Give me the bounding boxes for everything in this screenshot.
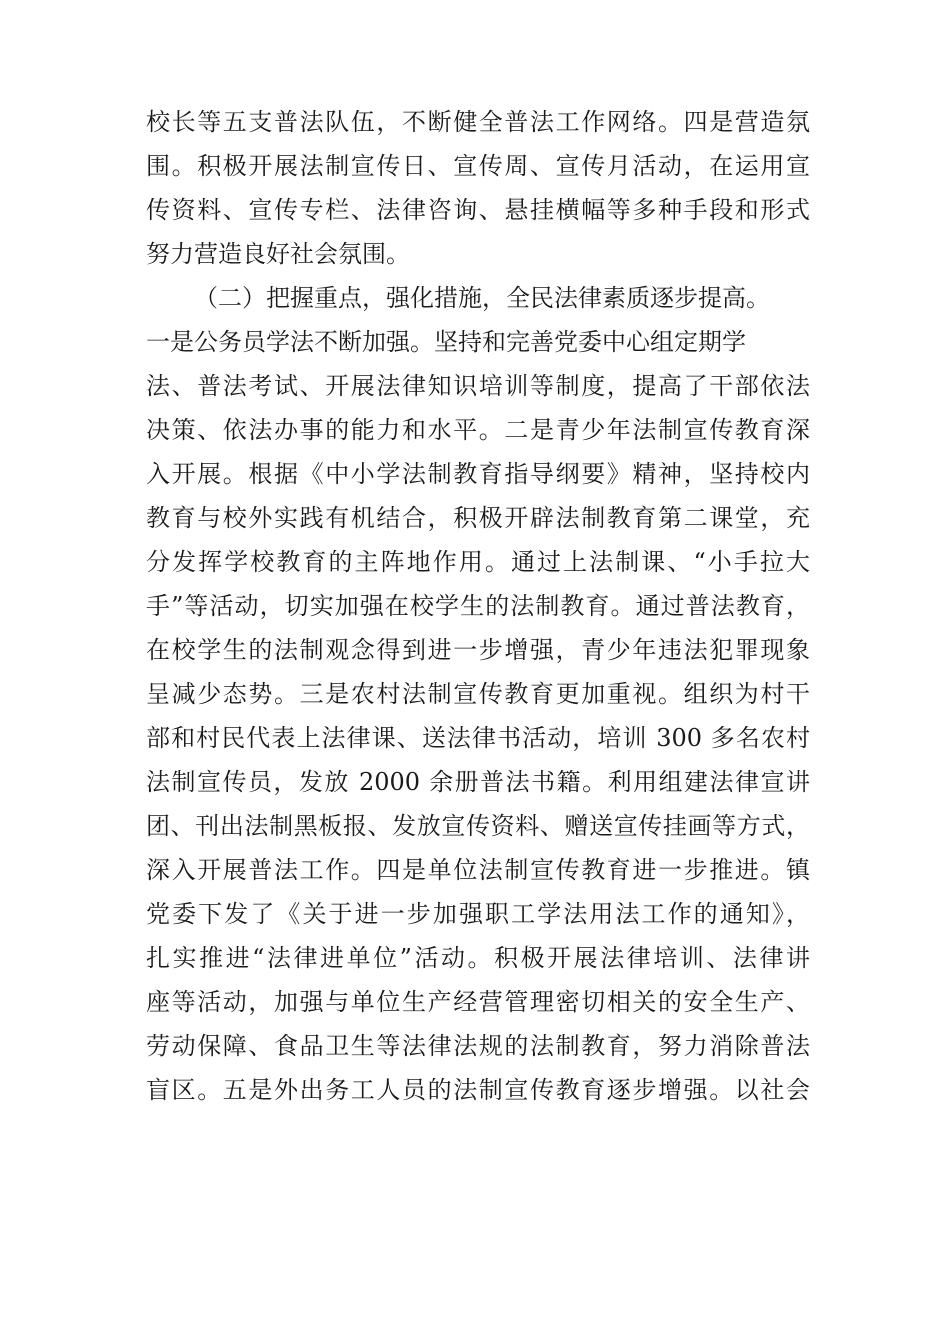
- text-line: 深入开展普法工作。四是单位法制宣传教育进一步推进。镇: [146, 856, 810, 884]
- text-line: 入开展。根据《中小学法制教育指导纲要》精神，坚持校内: [146, 460, 810, 488]
- text-line: 分发挥学校教育的主阵地作用。通过上法制课、“小手拉大: [146, 548, 810, 576]
- text-line: 手”等活动，切实加强在校学生的法制教育。通过普法教育，: [146, 592, 810, 620]
- text-line: 扎实推进“法律进单位”活动。积极开展法律培训、法律讲: [146, 944, 810, 972]
- text-line: 盲区。五是外出务工人员的法制宣传教育逐步增强。以社会: [146, 1076, 810, 1104]
- text-line: 校长等五支普法队伍，不断健全普法工作网络。四是营造氛: [146, 108, 810, 136]
- text-line: 决策、依法办事的能力和水平。二是青少年法制宣传教育深: [146, 416, 810, 444]
- text-line: 一是公务员学法不断加强。坚持和完善党委中心组定期学: [146, 328, 746, 356]
- text-line: 劳动保障、食品卫生等法律法规的法制教育，努力消除普法: [146, 1032, 810, 1060]
- text-line: 传资料、宣传专栏、法律咨询、悬挂横幅等多种手段和形式: [146, 196, 810, 224]
- section-heading: （二）把握重点，强化措施，全民法律素质逐步提高。: [194, 284, 770, 312]
- text-line: 在校学生的法制观念得到进一步增强，青少年违法犯罪现象: [146, 636, 810, 664]
- text-line: 部和村民代表上法律课、送法律书活动，培训 300 多名农村: [146, 724, 810, 752]
- body-text: [146, 100, 810, 1112]
- text-line: 努力营造良好社会氛围。: [146, 240, 410, 268]
- text-line: 围。积极开展法制宣传日、宣传周、宣传月活动，在运用宣: [146, 152, 810, 180]
- text-line: 座等活动，加强与单位生产经营管理密切相关的安全生产、: [146, 988, 810, 1016]
- text-line: 法制宣传员，发放 2000 余册普法书籍。利用组建法律宣讲: [146, 768, 810, 796]
- text-line: 教育与校外实践有机结合，积极开辟法制教育第二课堂，充: [146, 504, 810, 532]
- text-line: 法、普法考试、开展法律知识培训等制度，提高了干部依法: [146, 372, 810, 400]
- text-line: 党委下发了《关于进一步加强职工学法用法工作的通知》，: [146, 900, 810, 928]
- text-line: 团、刊出法制黑板报、发放宣传资料、赠送宣传挂画等方式，: [146, 812, 810, 840]
- text-line: 呈减少态势。三是农村法制宣传教育更加重视。组织为村干: [146, 680, 810, 708]
